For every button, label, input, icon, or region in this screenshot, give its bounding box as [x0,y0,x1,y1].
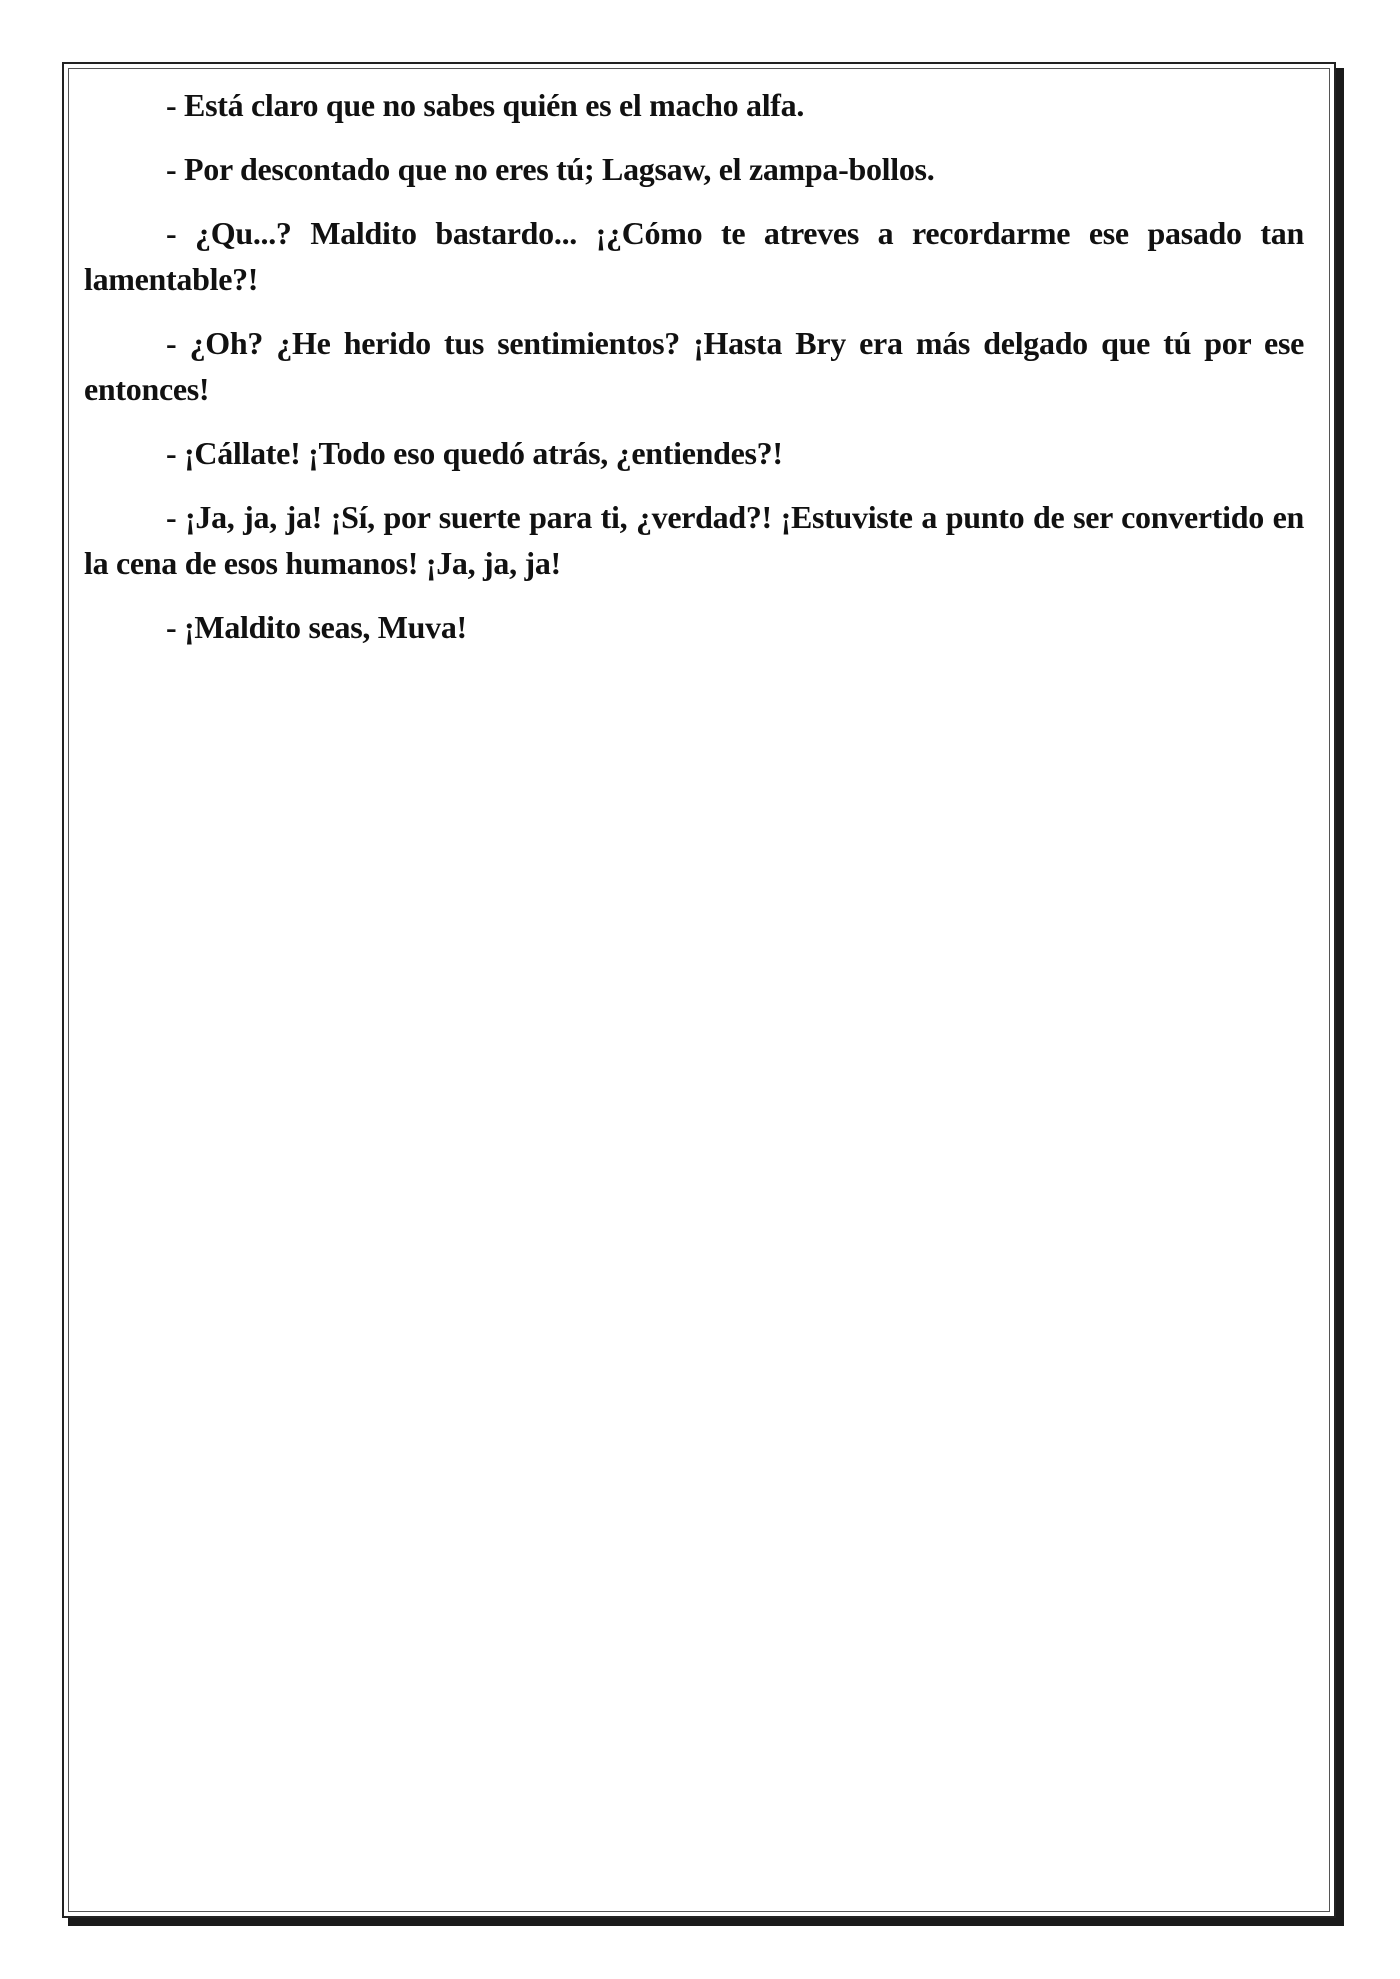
dialogue-line: - ¡Ja, ja, ja! ¡Sí, por suerte para ti, ¿verdad?! ¡Estuviste a punto de ser convertido en la cena de esos humanos! ¡Ja, ja, ja! [84,499,1304,581]
dialogue-line: - ¿Oh? ¿He herido tus sentimientos? ¡Hasta Bry era más delgado que tú por ese entonces! [84,325,1304,407]
dialogue-line: - ¡Cállate! ¡Todo eso quedó atrás, ¿entiendes?! [166,435,783,471]
document-body [84,82,1304,668]
dialogue-line: - ¿Qu...? Maldito bastardo... ¡¿Cómo te atreves a recordarme ese pasado tan lamentable?! [84,215,1304,297]
dialogue-line: - ¡Maldito seas, Muva! [166,609,467,645]
dialogue-line: - Por descontado que no eres tú; Lagsaw, el zampa-bollos. [166,151,935,187]
dialogue-line: - Está claro que no sabes quién es el macho alfa. [166,87,805,123]
